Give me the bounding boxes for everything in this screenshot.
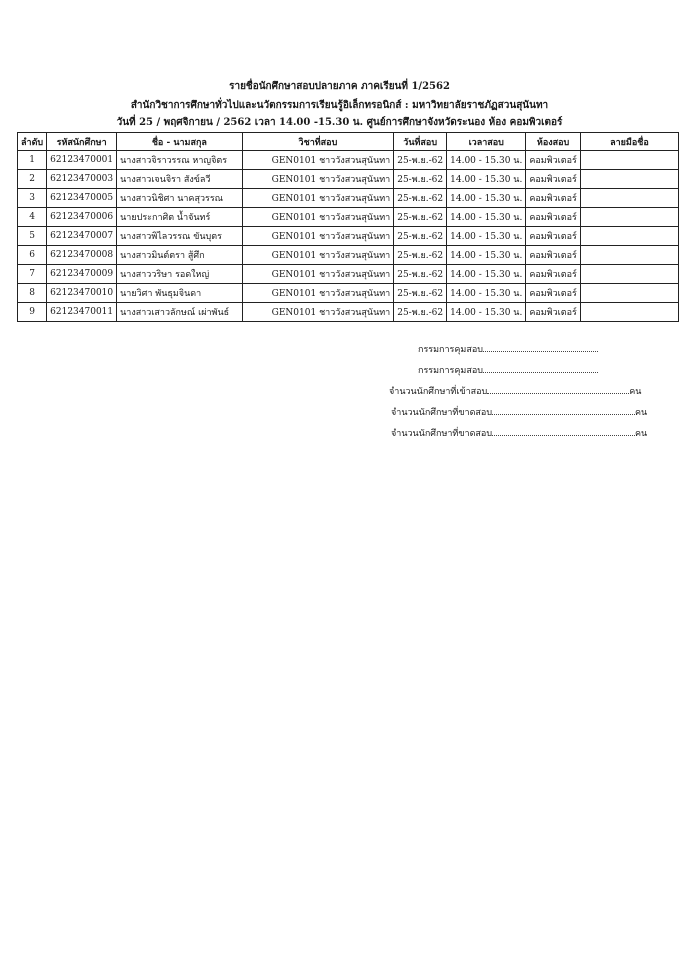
exam-subject: GEN0101 ชาววังสวนสุนันทา [242, 246, 394, 265]
exam-date: 25-พ.ย.-62 [394, 227, 447, 246]
exam-date: 25-พ.ย.-62 [394, 189, 447, 208]
attended-label: จำนวนนักศึกษาที่เข้าสอบ [389, 387, 488, 397]
table-row [18, 227, 679, 246]
exam-time: 14.00 - 15.30 น. [447, 208, 526, 227]
office-subtitle: สำนักวิชาการศึกษาทั่วไปและนวัตกรรมการเรียนรู้อิเล็กทรอนิกส์ : มหาวิทยาลัยราชภัฏสวนสุนันทา [130, 100, 549, 111]
col-header-signature: ลายมือชื่อ [580, 133, 678, 151]
row-number: 9 [18, 303, 47, 322]
absent-count-field-1 [492, 406, 635, 415]
absent-count-line-2 [391, 427, 647, 440]
student-id: 62123470009 [47, 265, 117, 284]
student-id: 62123470011 [47, 303, 117, 322]
student-name: นายวิศา พันธุมจินดา [117, 284, 242, 303]
absent-label-1: จำนวนนักศึกษาที่ขาดสอบ [391, 408, 493, 418]
col-header-room: ห้องสอบ [526, 133, 581, 151]
row-number: 2 [18, 170, 47, 189]
attended-count-field [487, 385, 629, 394]
student-name: นายประกาศิต น้ำจันทร์ [117, 208, 242, 227]
absent-unit-2: คน [635, 429, 648, 439]
row-number: 6 [18, 246, 47, 265]
proctor-label-2: กรรมการคุมสอบ [418, 366, 483, 376]
proctor-label-1: กรรมการคุมสอบ [418, 345, 483, 355]
exam-date: 25-พ.ย.-62 [394, 151, 447, 170]
col-header-time: เวลาสอบ [447, 133, 526, 151]
exam-room: คอมพิวเตอร์ [526, 284, 581, 303]
student-id: 62123470006 [47, 208, 117, 227]
exam-date: 25-พ.ย.-62 [394, 303, 447, 322]
signature-cell [580, 265, 678, 284]
col-header-subject: วิชาที่สอบ [242, 133, 394, 151]
row-number: 7 [18, 265, 47, 284]
attended-unit: คน [629, 387, 642, 397]
table-row [18, 265, 679, 284]
exam-subject: GEN0101 ชาววังสวนสุนันทา [242, 170, 394, 189]
table-row [18, 246, 679, 265]
signature-cell [580, 151, 678, 170]
student-id: 62123470008 [47, 246, 117, 265]
col-header-date: วันที่สอบ [394, 133, 447, 151]
exam-room: คอมพิวเตอร์ [526, 265, 581, 284]
exam-room: คอมพิวเตอร์ [526, 227, 581, 246]
exam-schedule-subtitle: วันที่ 25 / พฤศจิกายน / 2562 เวลา 14.00 -15.30 น. ศูนย์การศึกษาจังหวัดระนอง ห้อง คอมพิวเตอร์ [116, 117, 563, 128]
student-name: นางสาวพิไลวรรณ ขันบุตร [117, 227, 242, 246]
student-name: นางสาวเสาวลักษณ์ เผ่าพันธ์ [117, 303, 242, 322]
col-header-name: ชื่อ - นามสกุล [117, 133, 242, 151]
exam-subject: GEN0101 ชาววังสวนสุนันทา [242, 151, 394, 170]
signature-cell [580, 170, 678, 189]
exam-time: 14.00 - 15.30 น. [447, 284, 526, 303]
exam-time: 14.00 - 15.30 น. [447, 170, 526, 189]
row-number: 8 [18, 284, 47, 303]
exam-date: 25-พ.ย.-62 [394, 284, 447, 303]
exam-time: 14.00 - 15.30 น. [447, 246, 526, 265]
exam-subject: GEN0101 ชาววังสวนสุนันทา [242, 189, 394, 208]
table-row [18, 151, 679, 170]
exam-time: 14.00 - 15.30 น. [447, 265, 526, 284]
absent-label-2: จำนวนนักศึกษาที่ขาดสอบ [391, 429, 493, 439]
signature-cell [580, 227, 678, 246]
exam-room: คอมพิวเตอร์ [526, 151, 581, 170]
student-exam-table [17, 132, 679, 322]
exam-room: คอมพิวเตอร์ [526, 208, 581, 227]
row-number: 1 [18, 151, 47, 170]
col-header-no: ลำดับ [18, 133, 47, 151]
table-row [18, 208, 679, 227]
attended-count-line [389, 385, 641, 398]
signature-cell [580, 189, 678, 208]
row-number: 5 [18, 227, 47, 246]
exam-room: คอมพิวเตอร์ [526, 189, 581, 208]
table-row [18, 170, 679, 189]
student-id: 62123470001 [47, 151, 117, 170]
exam-subject: GEN0101 ชาววังสวนสุนันทา [242, 208, 394, 227]
exam-room: คอมพิวเตอร์ [526, 303, 581, 322]
student-name: นางสาวจิราวรรณ หาญจิตร [117, 151, 242, 170]
exam-subject: GEN0101 ชาววังสวนสุนันทา [242, 227, 394, 246]
table-header-row [18, 133, 679, 151]
table-row [18, 189, 679, 208]
absent-count-line-1 [391, 406, 647, 419]
signature-cell [580, 246, 678, 265]
exam-subject: GEN0101 ชาววังสวนสุนันทา [242, 303, 394, 322]
proctor-line-1 [418, 343, 598, 356]
table-row [18, 303, 679, 322]
document-title: รายชื่อนักศึกษาสอบปลายภาค ภาคเรียนที่ 1/2562 [229, 81, 450, 92]
proctor-line-2 [418, 364, 598, 377]
student-id: 62123470003 [47, 170, 117, 189]
student-id: 62123470005 [47, 189, 117, 208]
signature-cell [580, 303, 678, 322]
signature-cell [580, 208, 678, 227]
student-id: 62123470007 [47, 227, 117, 246]
signature-cell [580, 284, 678, 303]
proctor-signature-field-2 [483, 364, 598, 373]
exam-date: 25-พ.ย.-62 [394, 208, 447, 227]
exam-date: 25-พ.ย.-62 [394, 246, 447, 265]
row-number: 4 [18, 208, 47, 227]
student-name: นางสาวมินต์ตรา สู้ศึก [117, 246, 242, 265]
student-name: นางสาวเจนจิรา สังข์ลวี [117, 170, 242, 189]
student-id: 62123470010 [47, 284, 117, 303]
exam-time: 14.00 - 15.30 น. [447, 303, 526, 322]
exam-time: 14.00 - 15.30 น. [447, 189, 526, 208]
exam-subject: GEN0101 ชาววังสวนสุนันทา [242, 265, 394, 284]
col-header-student-id: รหัสนักศึกษา [47, 133, 117, 151]
row-number: 3 [18, 189, 47, 208]
absent-count-field-2 [492, 427, 635, 436]
student-name: นางสาววริษา รอดใหญ่ [117, 265, 242, 284]
exam-room: คอมพิวเตอร์ [526, 170, 581, 189]
exam-date: 25-พ.ย.-62 [394, 170, 447, 189]
table-row [18, 284, 679, 303]
exam-room: คอมพิวเตอร์ [526, 246, 581, 265]
exam-time: 14.00 - 15.30 น. [447, 151, 526, 170]
exam-date: 25-พ.ย.-62 [394, 265, 447, 284]
exam-time: 14.00 - 15.30 น. [447, 227, 526, 246]
absent-unit-1: คน [635, 408, 648, 418]
student-name: นางสาวนิชิศา นาคสุวรรณ [117, 189, 242, 208]
exam-subject: GEN0101 ชาววังสวนสุนันทา [242, 284, 394, 303]
proctor-signature-field-1 [483, 343, 598, 352]
